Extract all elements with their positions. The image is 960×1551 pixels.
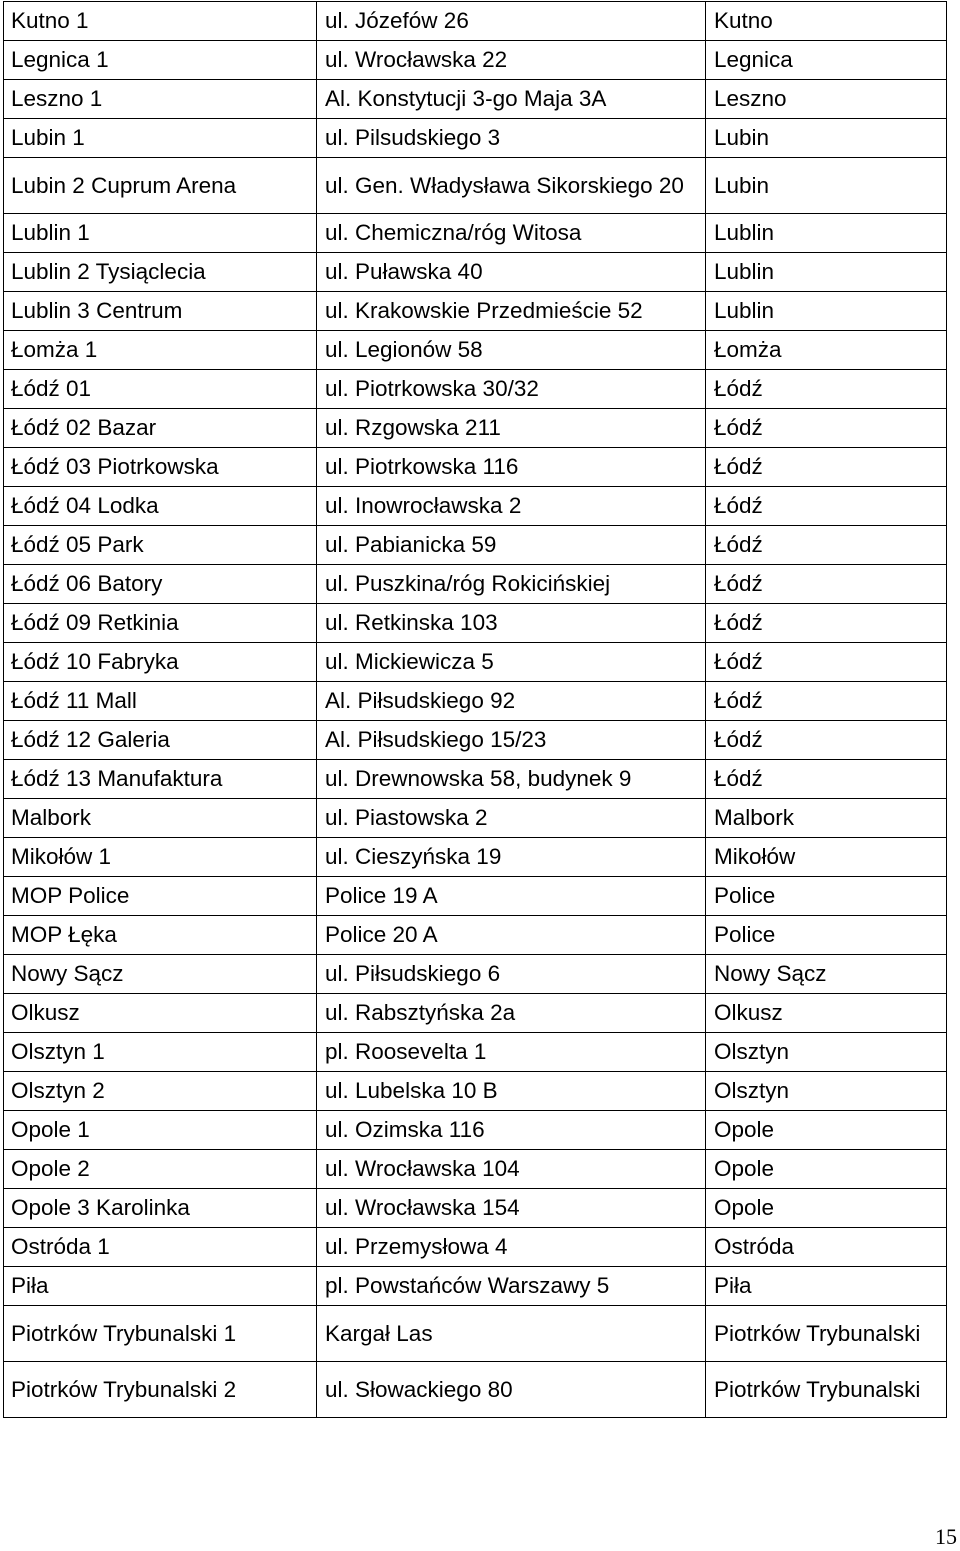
address-cell: ul. Wrocławska 104 [317,1150,706,1189]
address-cell: ul. Piłsudskiego 6 [317,955,706,994]
location-name-cell: Lublin 1 [4,214,317,253]
address-cell: ul. Piastowska 2 [317,799,706,838]
location-name-cell: Łomża 1 [4,331,317,370]
address-cell: ul. Ozimska 116 [317,1111,706,1150]
location-name-cell: Łódź 12 Galeria [4,721,317,760]
location-name-cell: Mikołów 1 [4,838,317,877]
table-row [4,1111,947,1150]
location-name-cell: MOP Police [4,877,317,916]
address-cell: Police 19 A [317,877,706,916]
location-name-cell: Opole 1 [4,1111,317,1150]
table-row [4,1033,947,1072]
location-name-cell: Łódź 11 Mall [4,682,317,721]
location-name-cell: Leszno 1 [4,80,317,119]
city-cell: Lubin [706,158,947,214]
address-cell: ul. Puławska 40 [317,253,706,292]
city-cell: Opole [706,1189,947,1228]
city-cell: Police [706,916,947,955]
address-cell: ul. Chemiczna/róg Witosa [317,214,706,253]
location-name-cell: Łódź 04 Lodka [4,487,317,526]
address-cell: ul. Pilsudskiego 3 [317,119,706,158]
table-row [4,643,947,682]
table-row [4,1306,947,1362]
address-cell: pl. Powstańców Warszawy 5 [317,1267,706,1306]
city-cell: Mikołów [706,838,947,877]
location-name-cell: Olkusz [4,994,317,1033]
address-cell: ul. Drewnowska 58, budynek 9 [317,760,706,799]
location-name-cell: Łódź 06 Batory [4,565,317,604]
table-row [4,214,947,253]
location-name-cell: Legnica 1 [4,41,317,80]
table-row [4,1267,947,1306]
table-row [4,799,947,838]
address-cell: pl. Roosevelta 1 [317,1033,706,1072]
table-row [4,41,947,80]
address-cell: ul. Rzgowska 211 [317,409,706,448]
location-name-cell: Lubin 2 Cuprum Arena [4,158,317,214]
location-name-cell: Olsztyn 1 [4,1033,317,1072]
city-cell: Łódź [706,487,947,526]
locations-table [3,1,947,1418]
city-cell: Nowy Sącz [706,955,947,994]
table-body [4,2,947,1418]
city-cell: Leszno [706,80,947,119]
address-cell: Police 20 A [317,916,706,955]
city-cell: Legnica [706,41,947,80]
location-name-cell: Łódź 10 Fabryka [4,643,317,682]
location-name-cell: Lublin 3 Centrum [4,292,317,331]
city-cell: Łódź [706,721,947,760]
city-cell: Olsztyn [706,1072,947,1111]
address-cell: ul. Przemysłowa 4 [317,1228,706,1267]
location-name-cell: Ostróda 1 [4,1228,317,1267]
table-row [4,158,947,214]
city-cell: Łódź [706,643,947,682]
address-cell: ul. Mickiewicza 5 [317,643,706,682]
table-row [4,682,947,721]
address-cell: ul. Lubelska 10 B [317,1072,706,1111]
city-cell: Opole [706,1150,947,1189]
table-row [4,1228,947,1267]
city-cell: Łódź [706,565,947,604]
table-row [4,1362,947,1418]
table-row [4,838,947,877]
table-row [4,1072,947,1111]
table-row [4,292,947,331]
location-name-cell: Łódź 09 Retkinia [4,604,317,643]
table-row [4,760,947,799]
location-name-cell: Piotrków Trybunalski 1 [4,1306,317,1362]
address-cell: ul. Puszkina/róg Rokicińskiej [317,565,706,604]
table-row [4,409,947,448]
location-name-cell: Łódź 01 [4,370,317,409]
address-cell: Al. Konstytucji 3-go Maja 3A [317,80,706,119]
table-row [4,565,947,604]
location-name-cell: Opole 2 [4,1150,317,1189]
address-cell: ul. Krakowskie Przedmieście 52 [317,292,706,331]
city-cell: Olsztyn [706,1033,947,1072]
city-cell: Łódź [706,526,947,565]
address-cell: Al. Piłsudskiego 15/23 [317,721,706,760]
table-row [4,2,947,41]
location-name-cell: Nowy Sącz [4,955,317,994]
address-cell: ul. Gen. Władysława Sikorskiego 20 [317,158,706,214]
city-cell: Łomża [706,331,947,370]
city-cell: Lublin [706,253,947,292]
address-cell: ul. Retkinska 103 [317,604,706,643]
table-row [4,916,947,955]
location-name-cell: Opole 3 Karolinka [4,1189,317,1228]
table-row [4,253,947,292]
address-cell: ul. Wrocławska 154 [317,1189,706,1228]
table-row [4,370,947,409]
table-row [4,877,947,916]
table-row [4,604,947,643]
location-name-cell: MOP Łęka [4,916,317,955]
table-row [4,448,947,487]
city-cell: Piotrków Trybunalski [706,1306,947,1362]
table-row [4,955,947,994]
location-name-cell: Lubin 1 [4,119,317,158]
city-cell: Łódź [706,370,947,409]
table-row [4,119,947,158]
city-cell: Lubin [706,119,947,158]
city-cell: Łódź [706,409,947,448]
address-cell: ul. Cieszyńska 19 [317,838,706,877]
city-cell: Police [706,877,947,916]
city-cell: Olkusz [706,994,947,1033]
table-row [4,994,947,1033]
address-cell: ul. Słowackiego 80 [317,1362,706,1418]
table-row [4,1150,947,1189]
address-cell: ul. Wrocławska 22 [317,41,706,80]
table-row [4,1189,947,1228]
location-name-cell: Piotrków Trybunalski 2 [4,1362,317,1418]
address-cell: ul. Inowrocławska 2 [317,487,706,526]
city-cell: Opole [706,1111,947,1150]
address-cell: Al. Piłsudskiego 92 [317,682,706,721]
city-cell: Łódź [706,448,947,487]
city-cell: Łódź [706,682,947,721]
table-row [4,80,947,119]
location-name-cell: Łódź 02 Bazar [4,409,317,448]
address-cell: ul. Pabianicka 59 [317,526,706,565]
address-cell: Kargał Las [317,1306,706,1362]
city-cell: Kutno [706,2,947,41]
location-name-cell: Kutno 1 [4,2,317,41]
location-name-cell: Piła [4,1267,317,1306]
page-number: 15 [935,1524,957,1549]
location-name-cell: Łódź 05 Park [4,526,317,565]
table-row [4,721,947,760]
address-cell: ul. Józefów 26 [317,2,706,41]
city-cell: Lublin [706,214,947,253]
table-row [4,331,947,370]
location-name-cell: Malbork [4,799,317,838]
city-cell: Ostróda [706,1228,947,1267]
address-cell: ul. Piotrkowska 30/32 [317,370,706,409]
city-cell: Piotrków Trybunalski [706,1362,947,1418]
city-cell: Lublin [706,292,947,331]
city-cell: Łódź [706,760,947,799]
location-name-cell: Lublin 2 Tysiąclecia [4,253,317,292]
table-row [4,526,947,565]
location-name-cell: Olsztyn 2 [4,1072,317,1111]
address-cell: ul. Piotrkowska 116 [317,448,706,487]
table-row [4,487,947,526]
city-cell: Łódź [706,604,947,643]
city-cell: Malbork [706,799,947,838]
address-cell: ul. Legionów 58 [317,331,706,370]
location-name-cell: Łódź 13 Manufaktura [4,760,317,799]
address-cell: ul. Rabsztyńska 2a [317,994,706,1033]
city-cell: Piła [706,1267,947,1306]
location-name-cell: Łódź 03 Piotrkowska [4,448,317,487]
